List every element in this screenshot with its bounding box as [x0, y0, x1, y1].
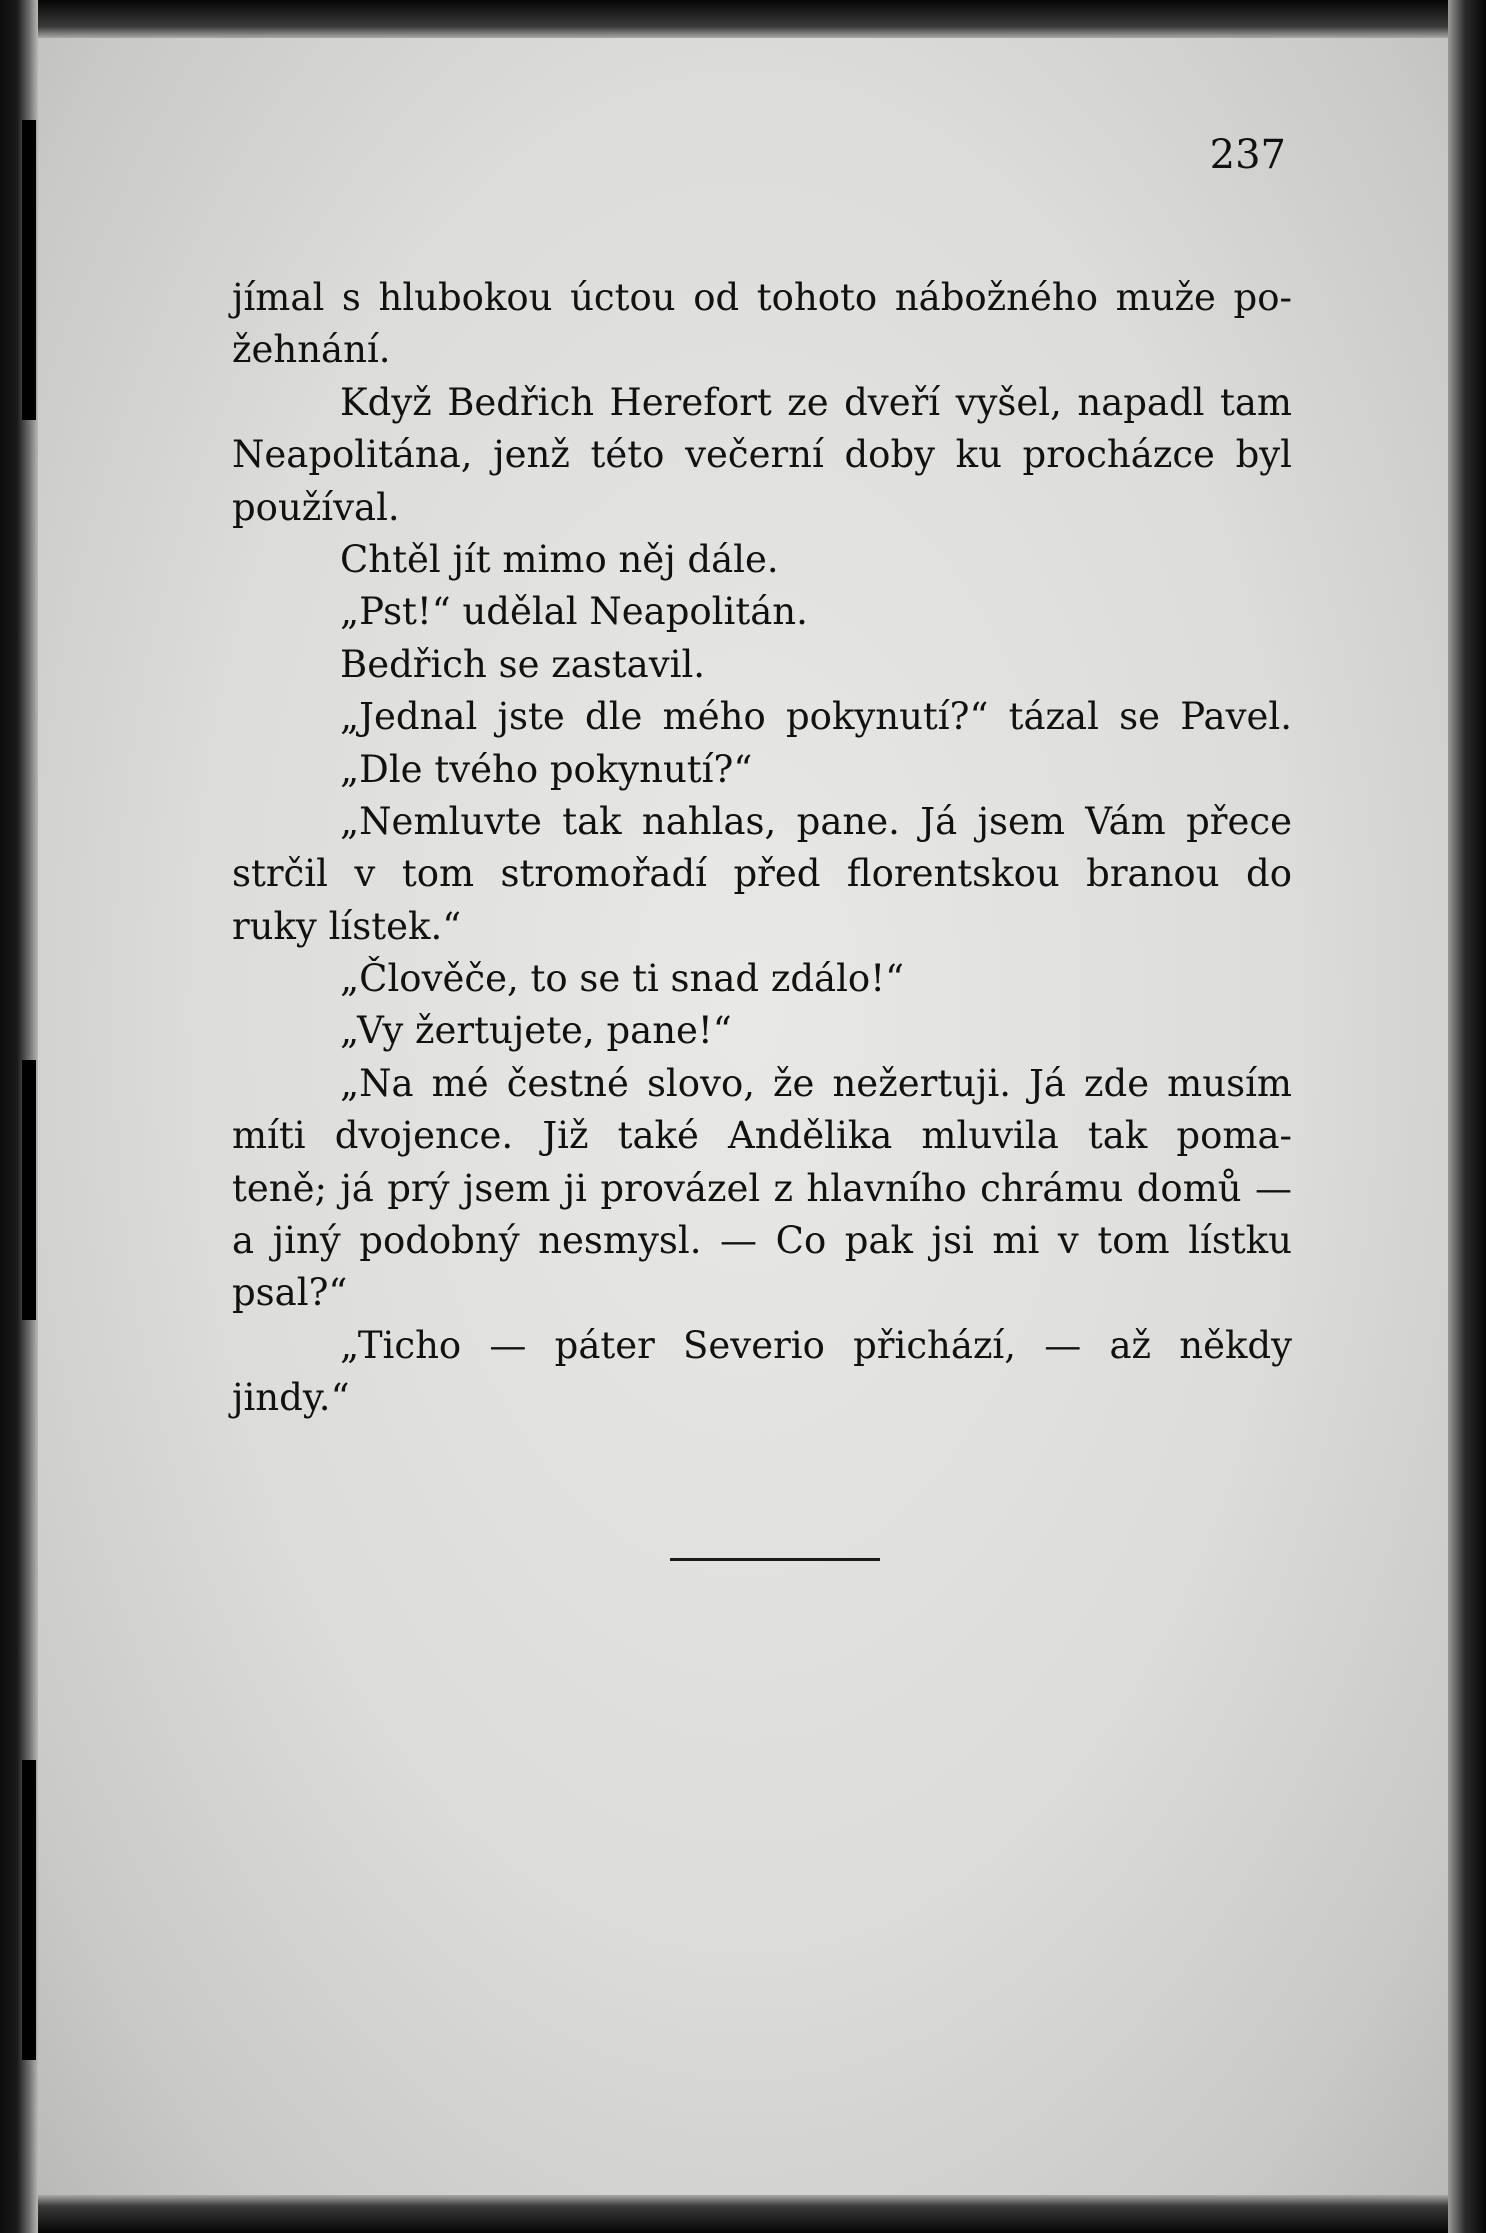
text-line: „Pst!“ udělal Neapolitán. — [340, 590, 808, 634]
text-line: strčil v tom stromořadí před florentskou branou do — [232, 852, 1292, 896]
text-line: psal?“ — [232, 1271, 348, 1315]
text-line: Chtěl jít mimo něj dále. — [340, 537, 779, 581]
text-line: „Ticho — páter Severio přichází, — až někdy — [340, 1323, 1292, 1367]
text-line: „Jednal jste dle mého pokynutí?“ tázal se Pavel. — [340, 695, 1292, 739]
binding-mark — [22, 120, 36, 420]
text-line: a jiný podobný nesmysl. — Co pak jsi mi v tom lístku — [232, 1219, 1292, 1263]
text-line: ruky lístek.“ — [232, 904, 462, 948]
text-line: Bedřich se zastavil. — [340, 642, 706, 686]
scan-border-bottom — [0, 2195, 1486, 2233]
text-line: „Nemluvte tak nahlas, pane. Já jsem Vám přece — [340, 799, 1292, 843]
text-line: Když Bedřich Herefort ze dveří vyšel, napadl tam — [340, 380, 1292, 424]
page-number: 237 — [1209, 132, 1286, 178]
text-line: „Vy žertujete, pane!“ — [340, 1009, 732, 1053]
binding-mark — [22, 1060, 36, 1320]
body-text — [232, 272, 1292, 1425]
scan-border-top — [0, 0, 1486, 38]
text-line: jindy.“ — [232, 1376, 350, 1420]
text-line: „Člověče, to se ti snad zdálo!“ — [340, 957, 904, 1001]
text-line: míti dvojence. Již také Andělika mluvila tak poma- — [232, 1114, 1292, 1158]
binding-mark — [22, 1760, 36, 2060]
scan-border-right — [1448, 0, 1486, 2233]
text-line: „Dle tvého pokynutí?“ — [340, 747, 753, 791]
text-line: jímal s hlubokou úctou od tohoto nábožného muže po- — [232, 276, 1292, 319]
text-line: „Na mé čestné slovo, že nežertuji. Já zde musím — [340, 1061, 1292, 1105]
text-line: Neapolitána, jenž této večerní doby ku procházce byl — [232, 433, 1292, 477]
text-line: teně; já prý jsem ji provázel z hlavního chrámu domů — — [232, 1166, 1292, 1210]
text-line: žehnání. — [232, 328, 391, 372]
section-end-rule — [670, 1558, 880, 1561]
text-line: používal. — [232, 485, 400, 529]
